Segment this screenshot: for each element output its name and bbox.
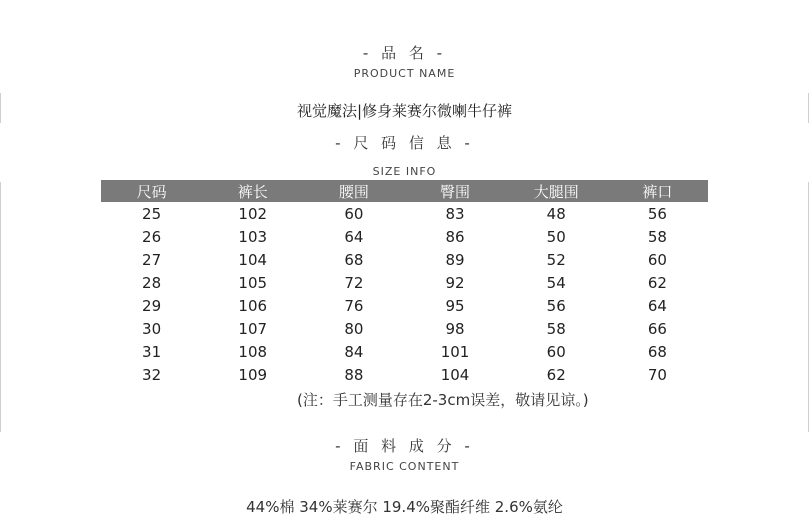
table-cell: 108 (238, 342, 268, 361)
table-cell: 32 (142, 365, 162, 384)
table-cell: 56 (546, 296, 566, 315)
table-cell: 84 (344, 342, 364, 361)
table-cell: 28 (142, 273, 162, 292)
table-cell: 83 (445, 204, 465, 223)
fabric-heading: - 面 料 成 分 - (335, 437, 474, 455)
table-cell: 86 (445, 227, 465, 246)
table-cell: 62 (546, 365, 566, 384)
table-cell: 48 (546, 204, 566, 223)
table-cell: 60 (546, 342, 566, 361)
table-row (101, 225, 708, 248)
table-cell: 103 (238, 227, 268, 246)
table-cell: 27 (142, 250, 162, 269)
table-cell: 109 (238, 365, 268, 384)
table-cell: 26 (142, 227, 162, 246)
table-cell: 60 (344, 204, 364, 223)
table-cell: 88 (344, 365, 364, 384)
table-cell: 102 (238, 204, 268, 223)
table-cell: 92 (445, 273, 465, 292)
product-heading: - 品 名 - (362, 44, 447, 62)
table-cell: 58 (647, 227, 667, 246)
table-row (101, 248, 708, 271)
header-hem: 裤口 (607, 180, 708, 202)
table-cell: 31 (142, 342, 162, 361)
table-cell: 68 (647, 342, 667, 361)
table-cell: 95 (445, 296, 465, 315)
table-cell: 25 (142, 204, 162, 223)
table-cell: 50 (546, 227, 566, 246)
table-cell: 107 (238, 319, 268, 338)
table-cell: 68 (344, 250, 364, 269)
product-name: 视觉魔法|修身莱赛尔微喇牛仔裤 (296, 102, 513, 120)
header-size: 尺码 (101, 180, 202, 202)
header-length: 裤长 (202, 180, 303, 202)
table-row (101, 202, 708, 225)
left-edge-line-2 (0, 182, 1, 432)
table-cell: 64 (647, 296, 667, 315)
header-waist: 腰围 (303, 180, 404, 202)
table-cell: 29 (142, 296, 162, 315)
table-cell: 98 (445, 319, 465, 338)
table-cell: 30 (142, 319, 162, 338)
header-thigh: 大腿围 (506, 180, 607, 202)
table-cell: 70 (647, 365, 667, 384)
table-cell: 66 (647, 319, 667, 338)
table-cell: 60 (647, 250, 667, 269)
size-table-header-row (101, 180, 708, 202)
size-table (101, 180, 708, 386)
table-cell: 52 (546, 250, 566, 269)
table-cell: 72 (344, 273, 364, 292)
table-cell: 104 (440, 365, 470, 384)
table-cell: 104 (238, 250, 268, 269)
fabric-content: 44%棉 34%莱赛尔 19.4%聚酯纤维 2.6%氨纶 (246, 498, 563, 516)
header-hip: 臀围 (404, 180, 505, 202)
table-row (101, 271, 708, 294)
table-cell: 64 (344, 227, 364, 246)
table-cell: 58 (546, 319, 566, 338)
product-heading-en: PRODUCT NAME (353, 67, 456, 80)
table-row (101, 340, 708, 363)
table-cell: 76 (344, 296, 364, 315)
table-row (101, 363, 708, 386)
table-cell: 89 (445, 250, 465, 269)
table-cell: 80 (344, 319, 364, 338)
table-cell: 62 (647, 273, 667, 292)
table-cell: 105 (238, 273, 268, 292)
table-row (101, 294, 708, 317)
table-cell: 106 (238, 296, 268, 315)
measurement-note: (注：手工测量存在2-3cm误差，敬请见谅。) (297, 391, 589, 409)
size-heading: - 尺 码 信 息 - (335, 134, 474, 152)
table-cell: 56 (647, 204, 667, 223)
table-cell: 101 (440, 342, 470, 361)
fabric-heading-en: FABRIC CONTENT (349, 460, 460, 473)
table-row (101, 317, 708, 340)
table-cell: 54 (546, 273, 566, 292)
size-heading-en: SIZE INFO (372, 165, 437, 178)
